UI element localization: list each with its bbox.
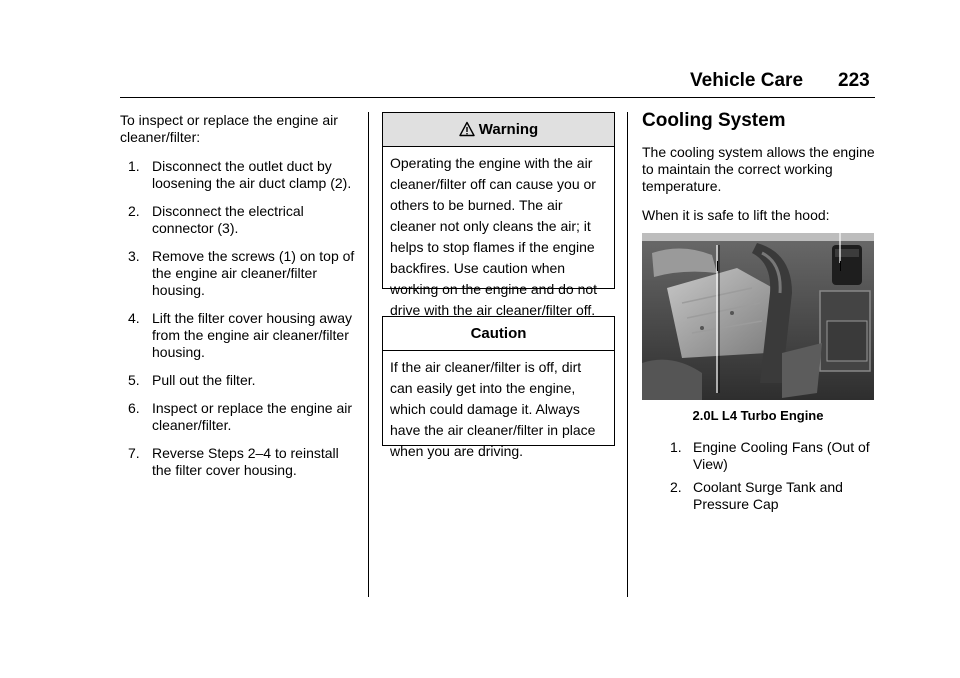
step-text: Inspect or replace the engine air cleaner/filter. (152, 400, 353, 433)
step-text: Disconnect the electrical connector (3). (152, 203, 304, 236)
air-filter-instructions (120, 112, 355, 490)
caution-box (382, 316, 615, 459)
cooling-system-heading: Cooling System (642, 110, 786, 131)
list-item (670, 479, 880, 513)
list-item (120, 372, 355, 389)
list-item (120, 248, 355, 299)
step-number: 1. (128, 158, 140, 174)
item-number: 2. (670, 479, 682, 495)
header-rule (120, 97, 875, 98)
item-text: Engine Cooling Fans (Out of View) (693, 439, 870, 472)
list-item (120, 310, 355, 361)
steps-list (120, 158, 355, 479)
caution-body: If the air cleaner/filter is off, dirt can easily get into the engine, which could damage it. Always have the air cleaner/filter in place when you are driving. (390, 359, 596, 459)
callout-line-2 (840, 261, 841, 271)
cooling-system-section (642, 110, 877, 236)
figure-caption: 2.0L L4 Turbo Engine (692, 408, 824, 423)
list-item (120, 203, 355, 237)
item-text: Coolant Surge Tank and Pressure Cap (693, 479, 843, 512)
intro-text: To inspect or replace the engine air cleaner/filter: (120, 112, 338, 145)
warning-header (383, 113, 614, 147)
step-number: 6. (128, 400, 140, 416)
warning-body: Operating the engine with the air cleaner/filter off can cause you or others to be burned. The air cleaner not only cleans the air; it helps to stop flames if the engine backfires. Use caution when working on the engine and do not drive with the air cleaner/filter off. (390, 155, 598, 318)
step-number: 2. (128, 203, 140, 219)
caution-header: Caution (383, 317, 614, 351)
list-item (120, 158, 355, 192)
step-number: 7. (128, 445, 140, 461)
step-text: Disconnect the outlet duct by loosening the air duct clamp (2). (152, 158, 352, 191)
list-item (670, 439, 880, 473)
warning-icon (459, 116, 475, 149)
list-item (120, 400, 355, 434)
column-divider-1 (368, 112, 369, 597)
step-number: 4. (128, 310, 140, 326)
step-number: 5. (128, 372, 140, 388)
callout-legend-list (670, 439, 880, 519)
step-number: 3. (128, 248, 140, 264)
item-number: 1. (670, 439, 682, 455)
step-text: Lift the filter cover housing away from the engine air cleaner/filter housing. (152, 310, 352, 360)
step-text: Remove the screws (1) on top of the engine air cleaner/filter housing. (152, 248, 355, 298)
page-number: 223 (838, 70, 870, 91)
cooling-hood-text: When it is safe to lift the hood: (642, 207, 830, 223)
list-item (120, 445, 355, 479)
callout-line-1 (717, 261, 718, 271)
cooling-intro: The cooling system allows the engine to maintain the correct working temperature. (642, 144, 875, 194)
column-divider-2 (627, 112, 628, 597)
step-text: Reverse Steps 2–4 to reinstall the filter cover housing. (152, 445, 339, 478)
warning-box (382, 112, 615, 318)
engine-bay-image (642, 233, 874, 400)
warning-title: Warning (478, 121, 539, 138)
step-text: Pull out the filter. (152, 372, 256, 388)
section-title: Vehicle Care (690, 70, 804, 91)
